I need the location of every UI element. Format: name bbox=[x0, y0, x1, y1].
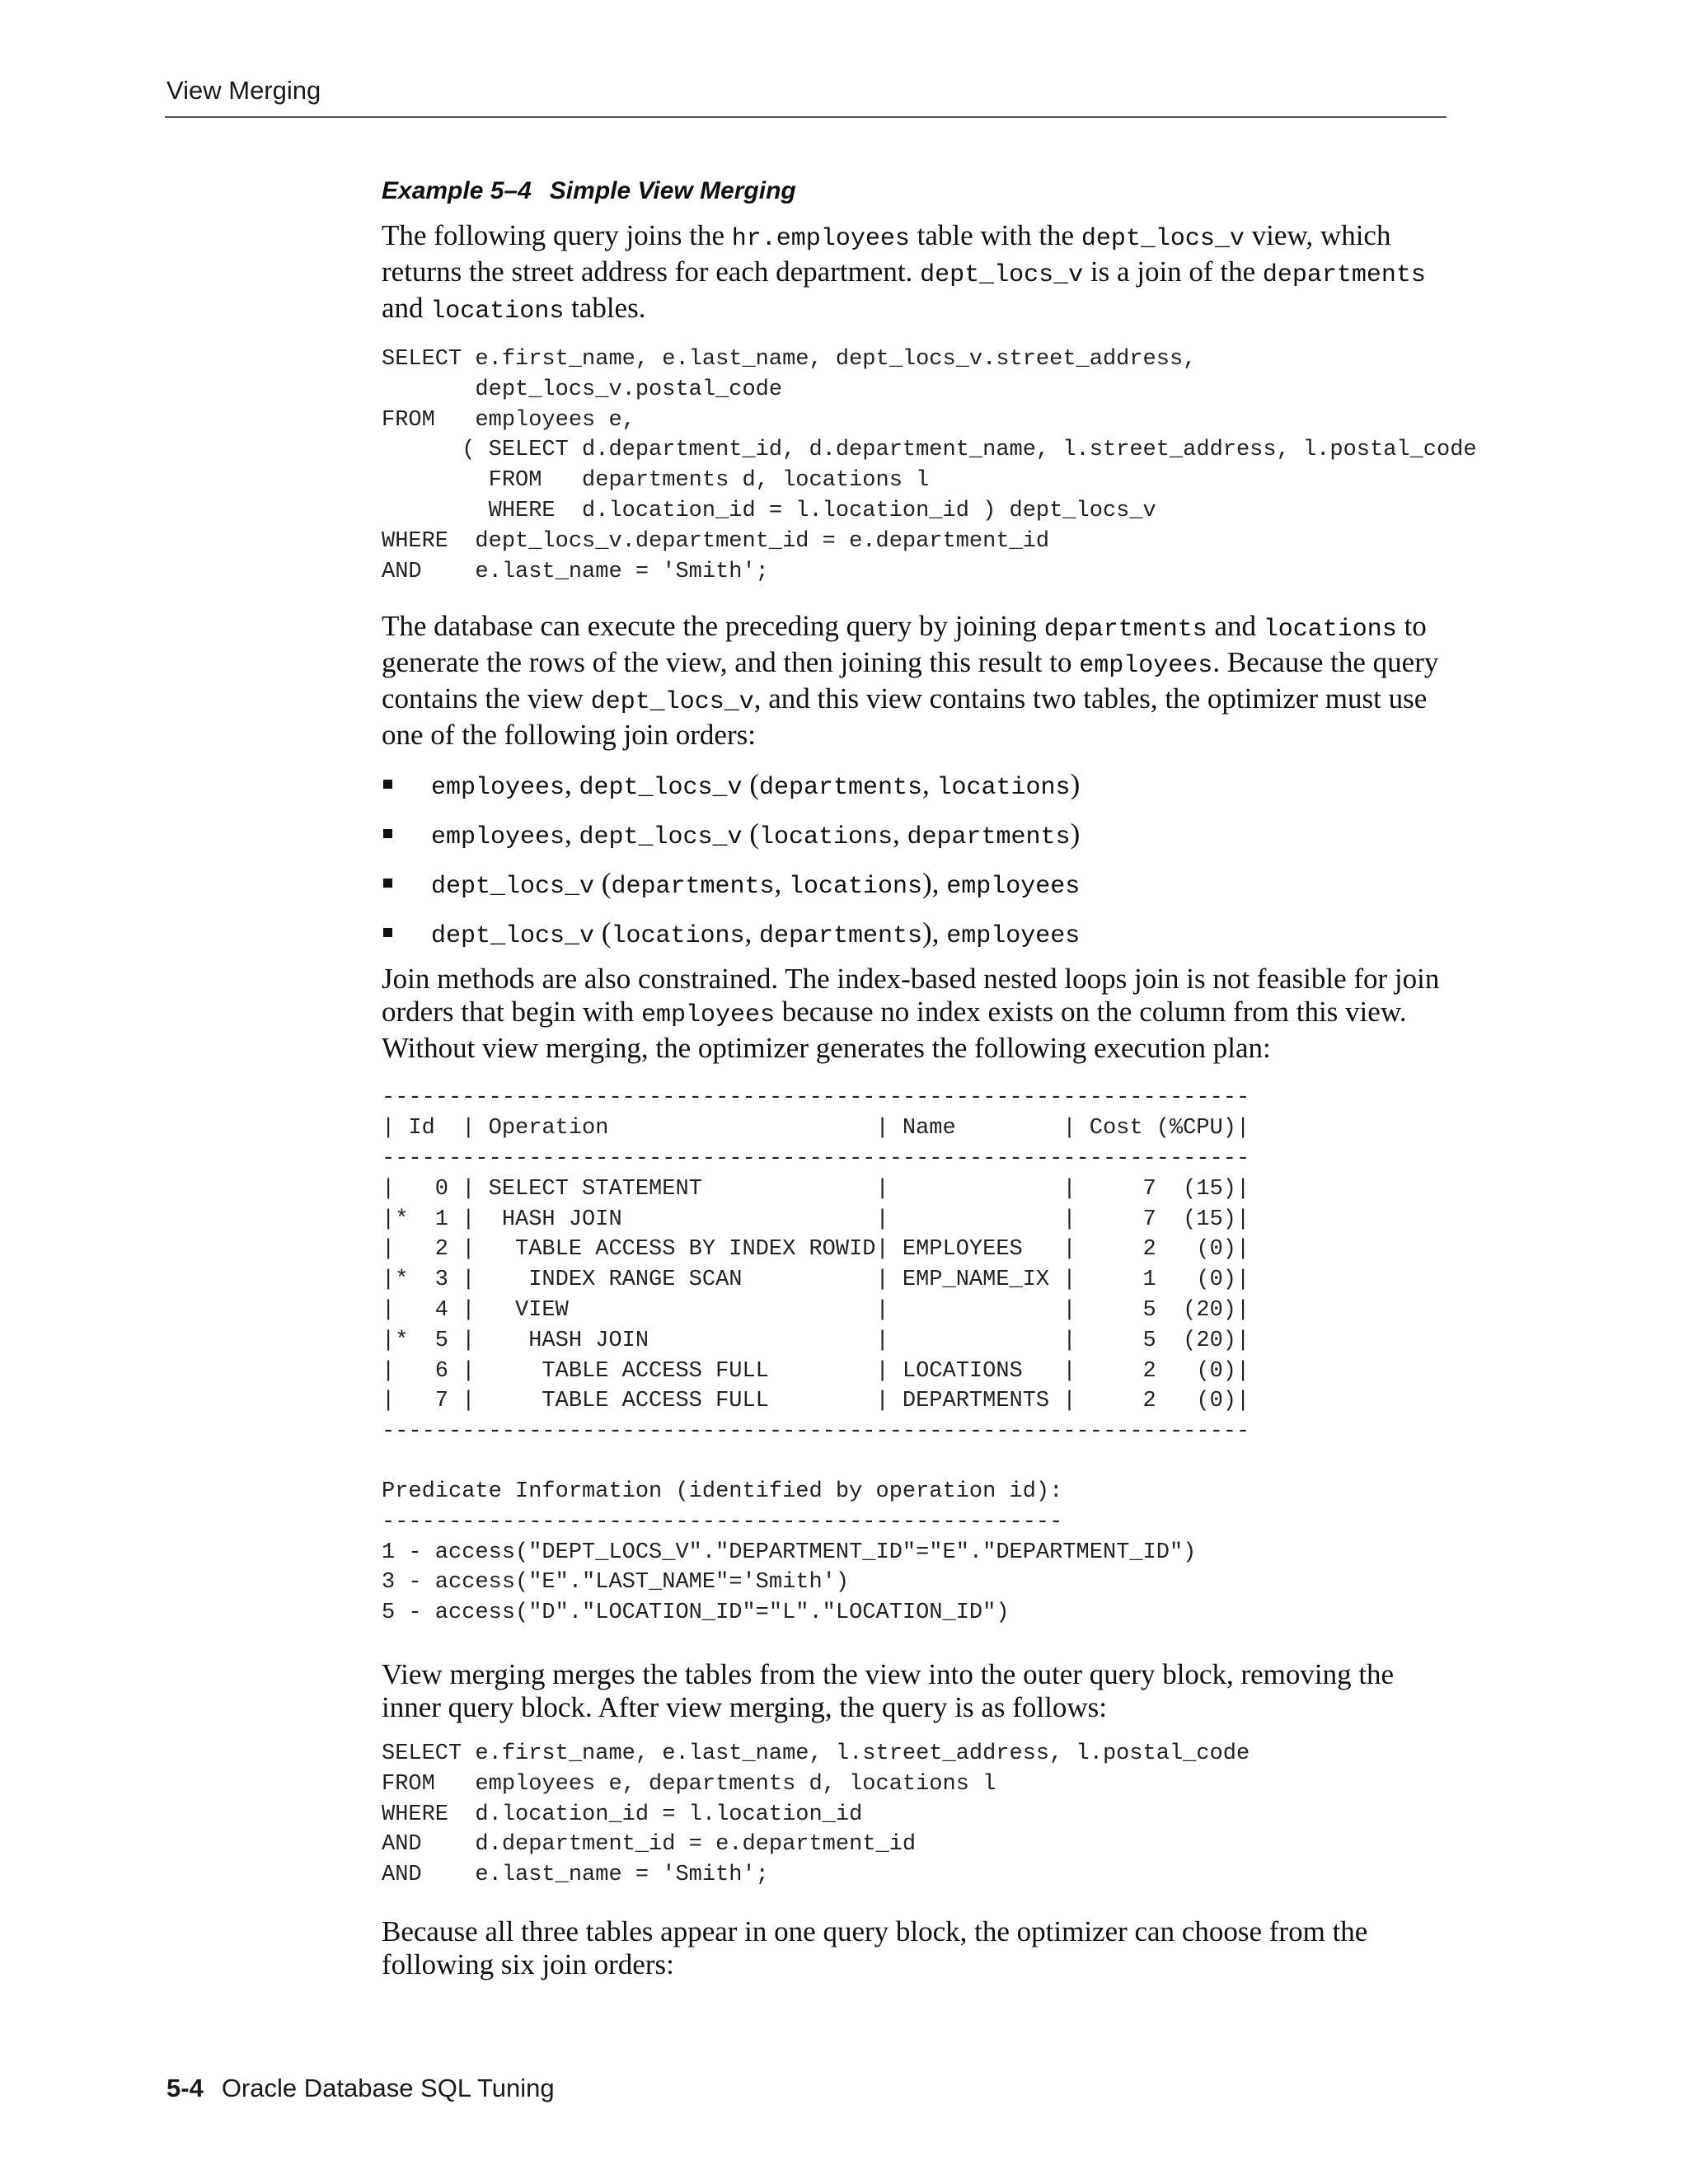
text-run: , bbox=[893, 818, 907, 851]
text-run: ( bbox=[594, 867, 612, 900]
inline-code: employees bbox=[946, 922, 1081, 951]
inline-code: locations bbox=[789, 873, 923, 902]
text-run: tables. bbox=[564, 292, 646, 324]
explanation-paragraph bbox=[382, 610, 1453, 752]
inline-code: employees bbox=[1079, 652, 1213, 681]
inline-code: employees bbox=[431, 774, 565, 803]
example-name: Simple View Merging bbox=[549, 177, 796, 204]
bullet-icon bbox=[383, 879, 392, 888]
inline-code: dept_locs_v bbox=[431, 873, 595, 902]
text-run: to generate the rows of the view, and then joining this result to bbox=[382, 610, 1427, 679]
code-block-query: SELECT e.first_name, e.last_name, dept_locs_v.street_address, dept_locs_v.postal_code FROM employees e, ( SELECT d.department_id, d.department_name, l.street_address, l.postal_code FROM departments d, locations l WHERE d.location_id = l.location_id ) dept_locs_v WHERE dept_locs_v.department_id = e.department_id AND e.last_name = 'Smith'; bbox=[382, 347, 1477, 584]
inline-code: locations bbox=[611, 922, 745, 951]
inline-code: dept_locs_v bbox=[920, 261, 1084, 289]
inline-code: departments bbox=[758, 774, 923, 803]
text-run: The following query joins the bbox=[382, 219, 732, 251]
text-run: ) bbox=[1070, 818, 1081, 851]
text-run: because no index exists on the column from this view. Without view merging, the optimizer generates the following execution plan: bbox=[382, 996, 1407, 1065]
join-order-list bbox=[382, 768, 1453, 949]
inline-code: locations bbox=[430, 298, 565, 326]
page-content bbox=[382, 175, 1477, 1981]
inline-code: locations bbox=[758, 823, 893, 852]
example-title bbox=[382, 175, 1453, 208]
view-merging-paragraph: View merging merges the tables from the view into the outer query block, removing the inner query block. After view merging, the query is as follows: bbox=[382, 1657, 1395, 1723]
book-title: Oracle Database SQL Tuning bbox=[221, 2074, 555, 2102]
list-item bbox=[382, 867, 1453, 900]
text-run: ) bbox=[1070, 768, 1081, 801]
intro-paragraph bbox=[382, 219, 1453, 328]
text-run: table with the bbox=[909, 219, 1081, 251]
text-run: ( bbox=[594, 916, 612, 949]
inline-code: dept_locs_v bbox=[1081, 225, 1245, 253]
text-run: view, which returns the street address for each department. bbox=[382, 219, 1391, 288]
text-run: , bbox=[774, 867, 789, 900]
inline-code: hr.employees bbox=[731, 225, 910, 253]
text-run: ), bbox=[922, 916, 947, 949]
list-item bbox=[382, 768, 1453, 801]
inline-code: dept_locs_v bbox=[579, 823, 743, 852]
inline-code: dept_locs_v bbox=[431, 922, 595, 951]
inline-code: employees bbox=[640, 1001, 775, 1030]
inline-code: departments bbox=[611, 873, 775, 902]
code-block-merged-query: SELECT e.first_name, e.last_name, l.street_address, l.postal_code FROM employees e, departments d, locations l WHERE d.location_id = l.location_id AND d.department_id = e.department_id AND e.last_name = 'Smith'; bbox=[382, 1741, 1250, 1888]
join-orders-paragraph: Because all three tables appear in one query block, the optimizer can choose from the following six join orders: bbox=[382, 1915, 1368, 1980]
bullet-icon bbox=[383, 928, 392, 937]
bullet-icon bbox=[383, 829, 392, 838]
text-run: and bbox=[382, 292, 431, 324]
text-run: , bbox=[922, 768, 937, 801]
inline-code: employees bbox=[431, 823, 565, 852]
list-item bbox=[382, 818, 1453, 851]
text-run: ( bbox=[742, 818, 759, 851]
list-item bbox=[382, 916, 1453, 949]
text-run: ( bbox=[742, 768, 759, 801]
text-run: is a join of the bbox=[1083, 255, 1263, 288]
text-run: , bbox=[744, 916, 759, 949]
bullet-icon bbox=[383, 780, 392, 789]
execution-plan: ----------------------------------------------------------------- | Id | Operation | Name | Cost (%CPU)| ----------------------------------------------------------------- | 0 | SELECT STATEMENT | | 7 (15)| |* 1 | HASH JOIN | | 7 (15)| | 2 | TABLE ACCESS BY INDEX ROWID| EMPLOYEES | 2 (0)| |* 3 | INDEX RANGE SCAN | EMP_NAME_IX | 1 (0)| | 4 | VIEW | | 5 (20)| |* 5 | HASH JOIN | | 5 (20)| | 6 | TABLE ACCESS FULL | LOCATIONS | 2 (0)| | 7 | TABLE ACCESS FULL | DEPARTMENTS | 2 (0)| ----------------------------------------------------------------- bbox=[382, 1085, 1250, 1445]
inline-code: dept_locs_v bbox=[590, 688, 754, 717]
example-number: Example 5–4 bbox=[382, 177, 532, 204]
inline-code: employees bbox=[946, 873, 1081, 902]
text-run: , bbox=[565, 768, 579, 801]
page-footer bbox=[166, 2074, 555, 2103]
inline-code: departments bbox=[1262, 261, 1426, 289]
text-run: Join methods are also constrained. The index-based nested loops join is not feasible for join orders that begin with bbox=[382, 963, 1440, 1029]
inline-code: departments bbox=[907, 823, 1071, 852]
page-number: 5-4 bbox=[166, 2074, 204, 2102]
text-run: , and this view contains two tables, the optimizer must use one of the following join orders: bbox=[382, 682, 1428, 752]
inline-code: locations bbox=[1263, 616, 1397, 644]
constraint-paragraph bbox=[382, 963, 1453, 1065]
inline-code: dept_locs_v bbox=[579, 774, 743, 803]
inline-code: departments bbox=[758, 922, 923, 951]
inline-code: departments bbox=[1043, 616, 1207, 644]
text-run: ), bbox=[922, 867, 947, 900]
text-run: The database can execute the preceding query by joining bbox=[382, 610, 1044, 643]
text-run: and bbox=[1207, 610, 1264, 643]
header-rule bbox=[165, 116, 1447, 118]
text-run: . Because the query contains the view bbox=[382, 646, 1439, 715]
predicate-information: Predicate Information (identified by operation id): --------------------------------------------------- 1 - access("DEPT_LOCS_V"."DEPARTMENT_ID"="E"."DEPARTMENT_ID") 3 - access("E"."LAST_NAME"='Smith') 5 - access("D"."LOCATION_ID"="L"."LOCATION_ID") bbox=[382, 1479, 1197, 1626]
inline-code: locations bbox=[936, 774, 1071, 803]
text-run: , bbox=[565, 818, 579, 851]
running-header: View Merging bbox=[166, 76, 321, 105]
